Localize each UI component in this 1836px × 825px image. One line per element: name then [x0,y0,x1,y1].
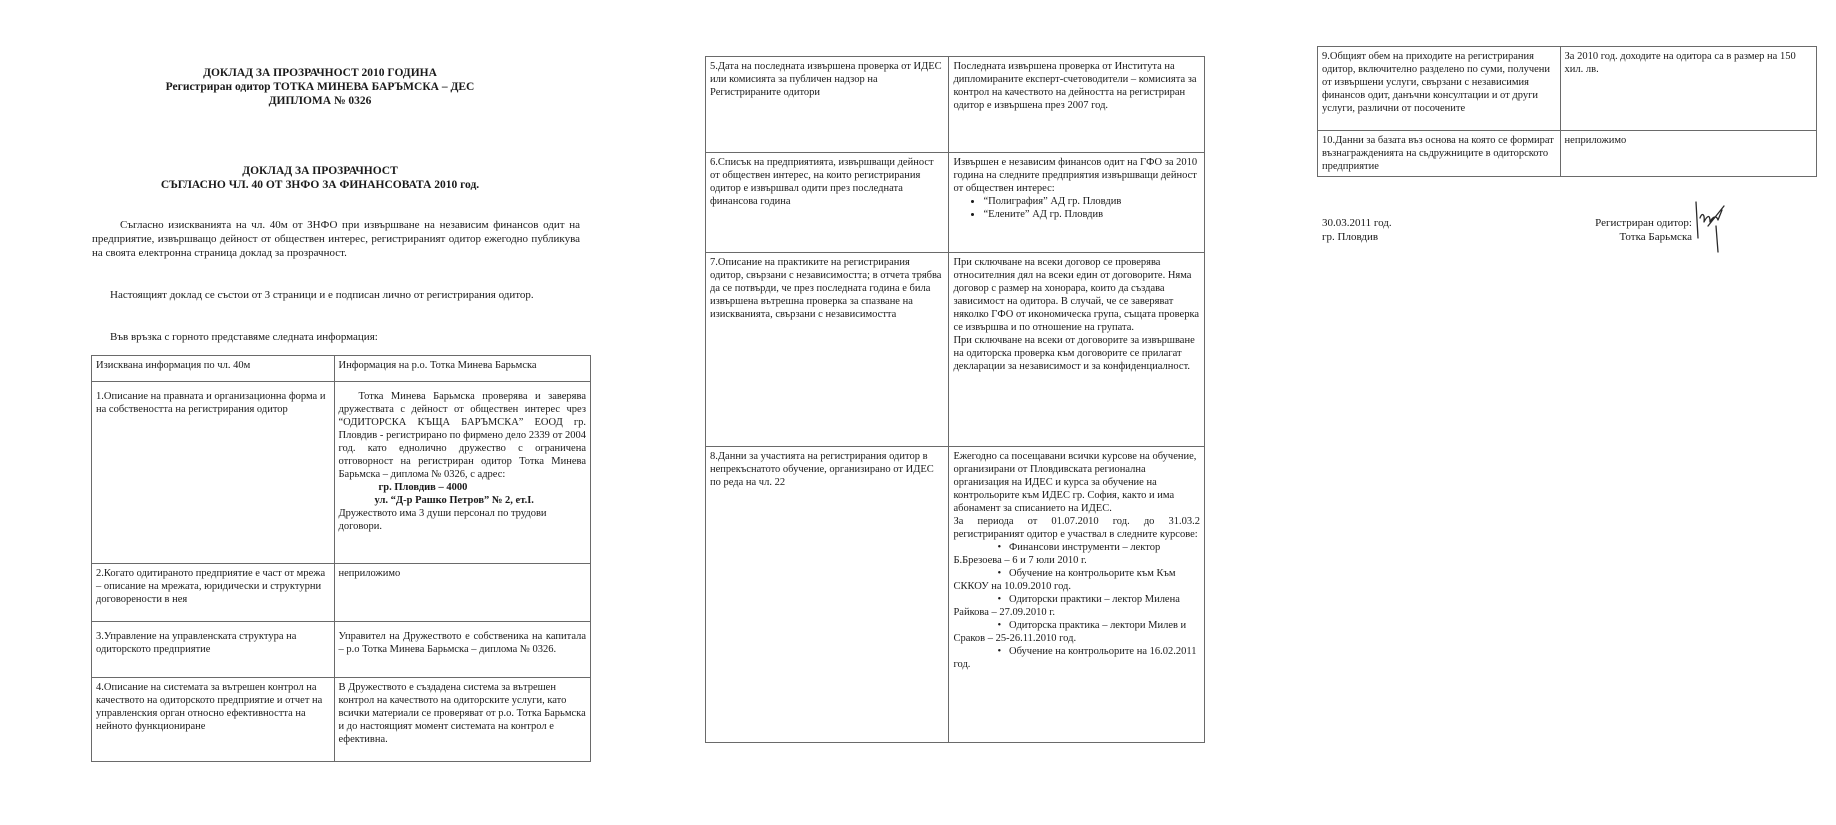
row-requirement: 8.Данни за участията на регистрирания одитор в непрекъснатото обучение, организирано от ИДЕС по реда на чл. 22 [706,447,949,743]
row-requirement: 2.Когато одитираното предприятие е част от мрежа – описание на мрежата, юридически и структурни договорености в нея [92,564,335,622]
signature-city: гр. Пловдив [1322,231,1379,243]
row-info-text: За периода от 01.07.2010 год. до 31.03.2 регистрираният одитор е участвал в следните курсове: [953,516,1200,540]
intro-paragraph-3: Във връзка с горното представяме следната информация: [110,331,378,343]
row-requirement: 1.Описание на правната и организационна форма и на собствеността на регистрирания одитор [92,382,335,564]
address-street: ул. “Д-р Рашко Петров” № 2, ет.І. [374,495,534,506]
intro-paragraph-2: Настоящият доклад се състои от 3 страници и е подписан лично от регистрирания одитор. [110,289,534,301]
row-info-text: При сключване на всеки от договорите за извършване на одиторска проверка към договорите се прилагат декларации за независимост и за конфиденциалност. [953,335,1195,372]
intro-paragraph-1: Съгласно изискванията на чл. 40м от ЗНФО при извършване на независим финансов одит на предприятие, извършващо дейност от обществен интерес, регистрираният одитор ежегодно публикува на своята електронна страница доклад за прозрачност. [92,219,580,259]
signature-name-block [1532,216,1692,244]
row-info: За 2010 год. доходите на одитора са в размер на 150 хил. лв. [1560,47,1816,131]
info-table-3 [1317,46,1817,177]
table-header-row [92,356,591,382]
row-requirement: 4.Описание на системата за вътрешен контрол на качеството на одиторското предприятие и отчет на управленския орган относно ефективността на нейното функциониране [92,678,335,762]
table-row [706,253,1205,447]
row-info-text: Извършен е независим финансов одит на ГФО за 2010 година на следните предприятия извършващи дейност от обществен интерес: [953,157,1198,194]
report-title [0,66,640,108]
row-info-text: При сключване на всеки договор се проверява относителния дял на всеки един от договорите. Няма договор с размер на хонорара, които да създава зависимост на одитора. В случай, че се заверяват няколко ГФО от икономическа група, същата проверка се извършва и по отношение на групата. [953,257,1200,333]
table-row [706,57,1205,153]
signature-date-block [1322,216,1392,244]
diploma-line: ДИПЛОМА № 0326 [268,95,372,107]
list-item: • “Елените” АД гр. Пловдив [983,208,1200,221]
address-city: гр. Пловдив – 4000 [378,482,468,493]
handwritten-signature [1672,196,1734,258]
row-info [949,447,1205,743]
subtitle-line-1: ДОКЛАД ЗА ПРОЗРАЧНОСТ [242,165,398,177]
list-item: • “Полиграфия” АД гр. Пловдив [983,195,1200,208]
row-info: Последната извършена проверка от Института на дипломираните експерт-счетоводители – комисията за контрол на качеството на дейността на регистриран одитор е извършена през 2007 год. [949,57,1205,153]
page-3 [1300,0,1836,825]
signature-name: Тотка Барьмска [1619,231,1692,243]
table-row [706,153,1205,253]
subtitle-line-2: СЪГЛАСНО ЧЛ. 40 ОТ ЗНФО ЗА ФИНАНСОВАТА 2010 год. [160,179,480,191]
row-requirement: 10.Данни за базата въз основа на която се формират възнагражденията на сьдружниците в одиторското предприятие [1318,131,1561,177]
auditor-line: Регистриран одитор ТОТКА МИНЕВА БАРЪМСКА – ДЕС [165,81,475,93]
table-row [92,678,591,762]
staff-text: Дружеството има 3 души персонал по трудови договори. [338,508,547,532]
table-row [1318,131,1817,177]
signature-date: 30.03.2011 год. [1322,217,1392,229]
report-subtitle [0,164,640,192]
row-info [949,253,1205,447]
row-info-text: Ежегодно са посещавани всички курсове на обучение, организирани от Пловдивската регионална организация на ИДЕС и курса за обучение на контрольорите към ИДЕС гр. София, както и има абонамент за списанието на ИДЕС. [953,451,1197,514]
page-2 [690,0,1230,825]
title-line: ДОКЛАД ЗА ПРОЗРАЧНОСТ 2010 ГОДИНА [203,67,437,79]
row-info: неприложимо [1560,131,1816,177]
row-info-text: Тотка Минева Барьмска проверява и заверява дружествата с дейност от обществен интерес чрез “ОДИТОРСКА КЪЩА БАРЪМСКА” ЕООД гр. Пловдив - регистрирано по фирмено дело 2339 от 2004 год. като еднолично дружество с ограничена отговорност на регистриран одитор Тотка Минева Барьмска – диплома № 0326, с адрес: [338,391,586,480]
list-item: • Обучение на контрольорите към Към СККОУ на 10.09.2010 год. [953,568,1176,592]
row-info: неприложимо [334,564,591,622]
row-info [949,153,1205,253]
page-1 [0,0,640,825]
list-item: • Одиторска практика – лектори Милев и Сраков – 25-26.11.2010 год. [953,620,1187,644]
info-table-2 [705,56,1205,743]
column-header-required: Изисквана информация по чл. 40м [92,356,335,382]
row-info [334,382,591,564]
info-table-1 [91,355,591,762]
table-row [1318,47,1817,131]
company-list [953,195,1200,221]
list-item: • Обучение на контрольорите на 16.02.2011 год. [953,646,1197,670]
table-row [92,622,591,678]
column-header-info: Информация на р.о. Тотка Минева Барьмска [334,356,591,382]
row-requirement: 5.Дата на последната извършена проверка от ИДЕС или комисията за публичен надзор на Регистрираните одитори [706,57,949,153]
list-item: • Финансови инструменти – лектор Б.Брезоева – 6 и 7 юли 2010 г. [953,542,1161,566]
row-info: В Дружеството е създадена система за вътрешен контрол на качеството на одиторските услуги, като всички материали се проверяват от р.о. Тотка Барьмска и до настоящият момент системата на контрол е ефективна. [334,678,591,762]
row-requirement: 7.Описание на практиките на регистрирания одитор, свързани с независимостта; в отчета трябва да се потвърди, че през последната година е била извършена вътрешна проверка за спазване на изискванията, свързани с независимостта [706,253,949,447]
table-row [92,564,591,622]
signature-role: Регистриран одитор: [1595,217,1692,229]
table-row [706,447,1205,743]
table-row [92,382,591,564]
row-requirement: 3.Управление на управленската структура на одиторското предприятие [92,622,335,678]
course-list [953,541,1200,671]
row-requirement: 6.Списък на предприятията, извършващи дейност от обществен интерес, на които регистрирания одитор е извършвал одити през последната финансова година [706,153,949,253]
row-info: Управител на Дружеството е собственика на капитала – р.о Тотка Минева Барьмска – диплома № 0326. [334,622,591,678]
row-requirement: 9.Общият обем на приходите на регистрирания одитор, включително разделено по суми, получени от извършени услуги, свързани с независимия финансов одит, данъчни консултации и от други услуги, различни от посочените [1318,47,1561,131]
list-item: • Одиторски практики – лектор Милена Райкова – 27.09.2010 г. [953,594,1180,618]
